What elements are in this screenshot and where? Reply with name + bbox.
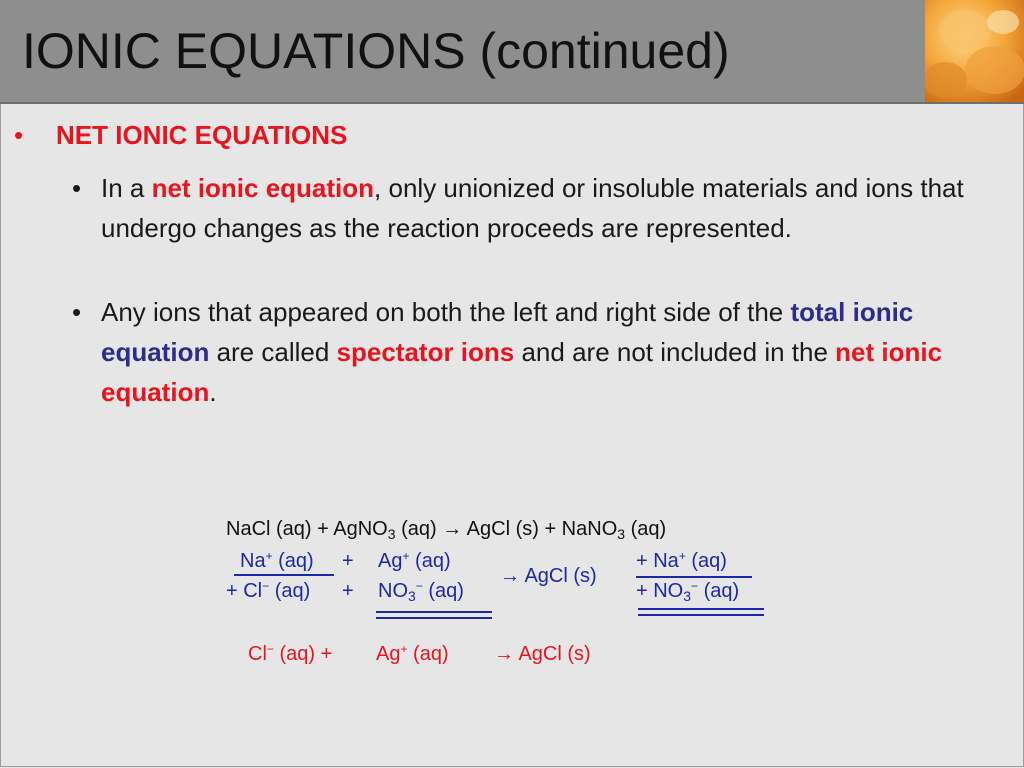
bullet-marker: • [14, 120, 24, 150]
text-run: (aq) [407, 643, 449, 665]
bullet-point-2 [72, 292, 992, 412]
text-run: are called [209, 337, 337, 367]
text-run: (aq) [272, 550, 314, 572]
total-ionic-plus: + [342, 580, 354, 602]
superscript: − [266, 642, 274, 656]
highlight-term: total ionic equation [101, 297, 914, 367]
text-run: (aq) [685, 550, 727, 572]
text-run: Na [240, 550, 266, 572]
superscript: − [262, 579, 270, 593]
cancel-line [638, 608, 764, 610]
bullet-point-1 [72, 168, 992, 248]
superscript: + [265, 549, 273, 563]
text-run: . [209, 377, 217, 407]
strike-underline [234, 574, 334, 576]
text-run: Ag [378, 550, 403, 572]
total-ionic-right-no3 [636, 580, 739, 603]
cancel-line [376, 617, 492, 619]
superscript: − [415, 579, 423, 593]
highlight-term: net ionic equation [101, 337, 943, 407]
text-run: (aq) [698, 580, 740, 602]
text-run: + Na [636, 550, 679, 572]
subscript: 3 [387, 526, 396, 542]
highlight-term: net ionic equation [151, 173, 375, 203]
text-run: (aq) [625, 518, 667, 540]
text-run: (aq) + [273, 643, 333, 665]
highlight-term: spectator ions [336, 337, 515, 367]
superscript: + [402, 549, 410, 563]
total-ionic-right-na [636, 550, 727, 573]
text-run: (aq) [269, 580, 311, 602]
text-run: Cl [248, 643, 267, 665]
molecular-equation [226, 518, 666, 541]
bullet-text [101, 292, 992, 412]
text-run: (aq) → AgCl (s) + NaNO [395, 518, 618, 540]
text-run: Any ions that appeared on both the left and right side of the [101, 297, 791, 327]
cancel-line [638, 614, 764, 616]
subscript: 3 [408, 588, 416, 604]
total-ionic-ag [378, 550, 451, 573]
total-ionic-na [240, 550, 314, 573]
text-run: NaCl (aq) + AgNO [226, 518, 388, 540]
title-bar [0, 0, 1024, 104]
text-run: In a [101, 173, 152, 203]
text-run: + NO [636, 580, 684, 602]
text-run: (aq) [422, 580, 464, 602]
bullet-marker: • [72, 173, 82, 203]
section-heading: NET IONIC EQUATIONS [56, 120, 348, 150]
bullet-text [101, 168, 992, 248]
superscript: + [400, 642, 408, 656]
subscript: 3 [683, 588, 692, 604]
superscript: + [678, 549, 686, 563]
net-ionic-cl [248, 643, 332, 666]
slide-title: IONIC EQUATIONS (continued) [22, 23, 730, 79]
text-run: Ag [376, 643, 401, 665]
cancel-line [376, 611, 492, 613]
text-run: and are not included in the [514, 337, 836, 367]
superscript: − [691, 579, 699, 593]
net-ionic-product: → AgCl (s) [494, 643, 591, 665]
text-run: , only unionized or insoluble materials and ions that undergo changes as the reaction proceeds are represented. [101, 173, 964, 243]
text-run: NO [378, 580, 408, 602]
subscript: 3 [617, 526, 626, 542]
strike-underline [636, 576, 752, 578]
text-run: (aq) [409, 550, 451, 572]
net-ionic-ag [376, 643, 449, 666]
total-ionic-cl [226, 580, 310, 603]
total-ionic-product: → AgCl (s) [500, 565, 597, 587]
total-ionic-plus: + [342, 550, 354, 572]
text-run: + Cl [226, 580, 263, 602]
orange-tablets-image [925, 0, 1024, 102]
total-ionic-no3 [378, 580, 464, 603]
bullet-marker: • [72, 297, 82, 327]
